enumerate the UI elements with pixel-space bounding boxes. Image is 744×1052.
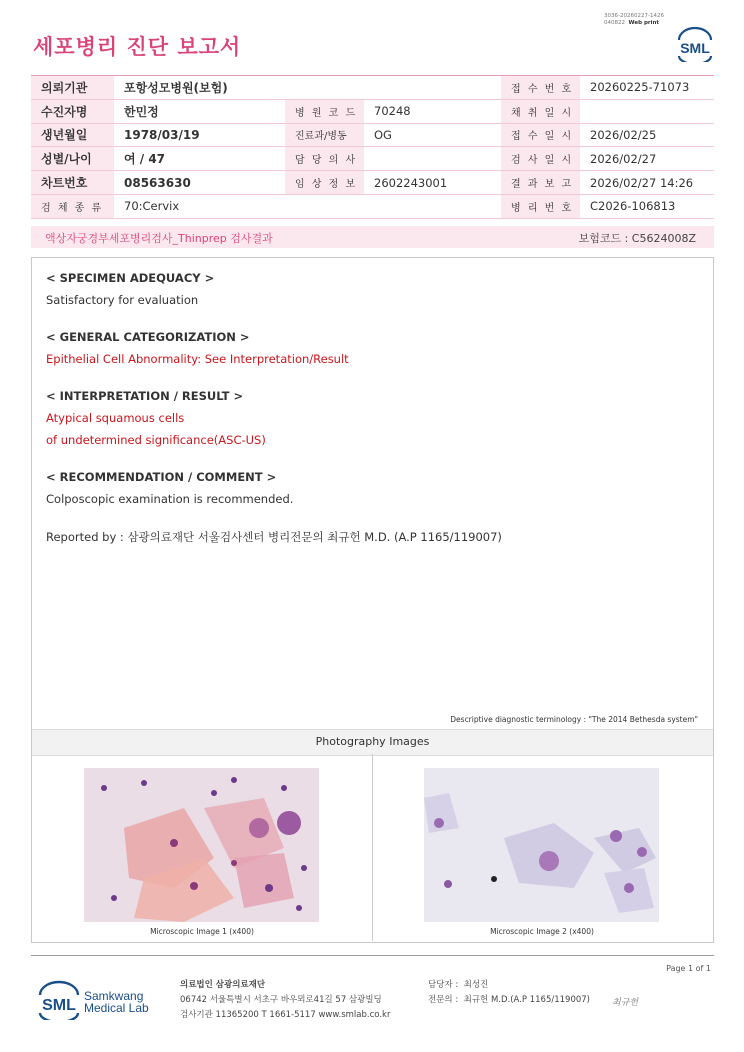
info-value — [364, 147, 501, 171]
info-label: 검 사 일 시 — [501, 147, 580, 171]
info-value: 1978/03/19 — [114, 123, 285, 147]
info-value: C2026-106813 — [580, 194, 714, 218]
sml-logo-top — [675, 26, 715, 66]
info-row — [31, 99, 714, 123]
info-value: 20260225-71073 — [580, 76, 714, 100]
info-value: OG — [364, 123, 501, 147]
microscopic-image-1 — [84, 768, 319, 922]
info-label: 병 원 코 드 — [285, 99, 364, 123]
doc-id-line2: 040822 — [604, 20, 625, 26]
brand-line1: Samkwang — [84, 989, 144, 1003]
info-row — [31, 147, 714, 171]
footer-contact: 검사기관 11365200 T 1661-5117 www.smlab.co.kr — [180, 1010, 391, 1020]
info-label: 결 과 보 고 — [501, 171, 580, 195]
info-label: 검 체 종 류 — [31, 194, 114, 218]
manager-name: 최성진 — [463, 980, 489, 990]
interpretation-line2: of undetermined significance(ASC-US) — [46, 433, 266, 447]
info-label — [285, 76, 364, 100]
manager-label: 담당자 : — [428, 980, 459, 990]
footer-brand — [84, 990, 149, 1014]
pathologist-name: 최규헌 M.D.(A.P 1165/119007) — [463, 995, 590, 1005]
info-label — [285, 194, 364, 218]
info-value: 여 / 47 — [114, 147, 285, 171]
interpretation-line1: Atypical squamous cells — [46, 411, 185, 425]
test-name: 액상자궁경부세포병리검사_Thinprep 검사결과 — [45, 232, 273, 245]
photo-section-title: Photography Images — [315, 735, 430, 748]
insurance-code: 보험코드 : C5624008Z — [578, 232, 696, 245]
category-text: Epithelial Cell Abnormality: See Interpretation/Result — [46, 352, 349, 366]
brand-line2: Medical Lab — [84, 1001, 149, 1015]
info-label: 수진자명 — [31, 99, 114, 123]
category-heading: < GENERAL CATEGORIZATION > — [46, 330, 250, 344]
info-label: 임 상 정 보 — [285, 171, 364, 195]
logo-text: SML — [680, 40, 710, 56]
info-label: 생년월일 — [31, 123, 114, 147]
info-row — [31, 123, 714, 147]
sml-logo-footer — [37, 980, 81, 1024]
info-label: 접 수 번 호 — [501, 76, 580, 100]
specimen-heading: < SPECIMEN ADEQUACY > — [46, 271, 215, 285]
specimen-text: Satisfactory for evaluation — [46, 293, 199, 307]
info-value: 2026/02/25 — [580, 123, 714, 147]
footer-staff-block — [428, 978, 590, 1008]
footer-address-block — [180, 978, 390, 1023]
doc-id-line1: 3036-20260227-1426 — [604, 13, 664, 19]
footer-address: 06742 서울특별시 서초구 바우뫼로41길 57 삼광빌딩 — [180, 995, 382, 1005]
info-value — [364, 76, 501, 100]
recommendation-text: Colposcopic examination is recommended. — [46, 492, 294, 506]
info-value — [364, 194, 501, 218]
info-value: 2026/02/27 — [580, 147, 714, 171]
info-label: 접 수 일 시 — [501, 123, 580, 147]
info-label: 의뢰기관 — [31, 76, 114, 100]
info-label: 채 취 일 시 — [501, 99, 580, 123]
info-label: 진료과/병동 — [285, 123, 364, 147]
footer-org: 의료법인 삼광의료재단 — [180, 980, 266, 990]
info-label: 성별/나이 — [31, 147, 114, 171]
image-2-caption: Microscopic Image 2 (x400) — [490, 927, 594, 936]
interpretation-heading: < INTERPRETATION / RESULT > — [46, 389, 244, 403]
info-label: 차트번호 — [31, 171, 114, 195]
microscopic-image-2 — [424, 768, 659, 922]
info-row — [31, 194, 714, 218]
patient-info-table — [31, 75, 714, 219]
info-value: 2602243001 — [364, 171, 501, 195]
info-row — [31, 171, 714, 195]
terminology-note: Descriptive diagnostic terminology : "The 2014 Bethesda system" — [450, 715, 698, 724]
image-1-caption: Microscopic Image 1 (x400) — [150, 927, 254, 936]
info-row — [31, 76, 714, 100]
report-title: 세포병리 진단 보고서 — [33, 35, 242, 59]
info-value: 08563630 — [114, 171, 285, 195]
info-value: 70:Cervix — [114, 194, 285, 218]
pathologist-label: 전문의 : — [428, 995, 459, 1005]
pathologist-signature: 최규헌 — [612, 998, 639, 1008]
info-value: 포항성모병원(보험) — [114, 76, 285, 100]
footer-logo-text: SML — [42, 997, 76, 1014]
info-label: 병 리 번 호 — [501, 194, 580, 218]
info-value: 2026/02/27 14:26 — [580, 171, 714, 195]
document-id — [604, 13, 664, 27]
recommendation-heading: < RECOMMENDATION / COMMENT > — [46, 470, 277, 484]
info-value: 한민정 — [114, 99, 285, 123]
photo-divider — [372, 754, 373, 941]
info-label: 담 당 의 사 — [285, 147, 364, 171]
footer-divider — [31, 955, 714, 956]
info-value — [580, 99, 714, 123]
info-value: 70248 — [364, 99, 501, 123]
reported-by: Reported by : 삼광의료재단 서울검사센터 병리전문의 최규헌 M.D. (A.P 1165/119007) — [46, 530, 502, 544]
web-print-label: Web print — [628, 20, 660, 26]
page-number: Page 1 of 1 — [666, 964, 711, 973]
